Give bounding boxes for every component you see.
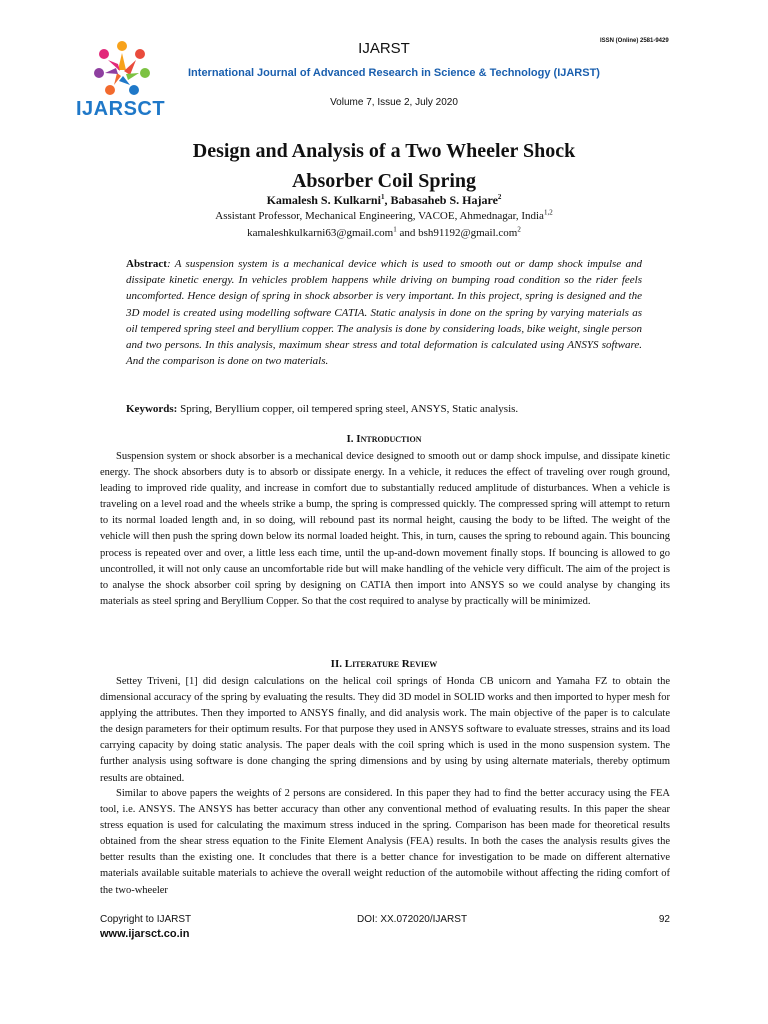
affiliation-sup: 1,2 (543, 208, 553, 217)
author-separator: , (384, 193, 391, 207)
page-number: 92 (658, 914, 670, 925)
section-heading-literature-review: II. Literature Review (330, 658, 438, 670)
literature-paragraph-2: Similar to above papers the weights of 2 persons are considered. In this paper they had to find the better accuracy using the FEA tool, i.e. ANSYS. The ANSYS has better accuracy than other any conventional method of evaluating results. In this paper the shear stress equation is used for calculating the maximum stress induced in the spring. Comparison has been made for theoretical results obtained from the shear stress equation to the Finite Element Analysis (FEA) results. In both the cases the analysis results gives the better results than the existing one. It concludes that there is a better chance for investigation to be made on different alternative materials available suitable materials to achieve the overall weight reduction of the automobile without affecting the riding comfort of the two-wheeler (100, 788, 670, 896)
issn: ISSN (Online) 2581-9429 (600, 38, 669, 44)
paper-title-line1: Design and Analysis of a Two Wheeler Shock (192, 140, 576, 162)
keywords (126, 403, 646, 415)
email-2[interactable]: bsh91192@gmail.com (418, 227, 518, 239)
author-2: Babasaheb S. Hajare (390, 193, 498, 207)
footer-copyright: Copyright to IJARST (100, 914, 192, 925)
paper-title (0, 136, 768, 196)
email-2-sup: 2 (517, 225, 521, 234)
paper-title-line2: Absorber Coil Spring (291, 170, 477, 192)
affiliation (0, 210, 768, 222)
volume-issue: Volume 7, Issue 2, July 2020 (330, 97, 458, 108)
affiliation-text: Assistant Professor, Mechanical Engineering, VACOE, Ahmednagar, India (215, 210, 544, 222)
email-1[interactable]: kamaleshkulkarni63@gmail.com (247, 227, 394, 239)
section-heading-introduction: I. Introduction (346, 433, 422, 445)
keywords-label: Keywords: (126, 403, 178, 415)
author-1: Kamalesh S. Kulkarni (266, 193, 381, 207)
abstract-text: : A suspension system is a mechanical device which is used to smooth out or damp shock impulse and dissipate kinetic energy. In vehicles problem happens while driving on bumping road condition so the rider feels uncomforted. Hence design of spring in shock absorber is very important. In this project, spring is designed and the 3D model is created using modelling software CATIA. Static analysis in done on the spring by varying materials as oil tempered spring steel and beryllium copper. The analysis is done by considering loads, bike weight, single person and two persons. In this analysis, maximum shear stress and total deformation is calculated using ANSYS software. And the comparison is done on two materials. (126, 258, 642, 368)
journal-name: International Journal of Advanced Research in Science & Technology (IJARST) (188, 67, 600, 79)
logo-text: IJARSCT (76, 98, 166, 120)
keywords-text: Spring, Beryllium copper, oil tempered spring steel, ANSYS, Static analysis. (177, 403, 519, 415)
literature-paragraph-1: Settey Triveni, [1] did design calculations on the helical coil springs of Honda CB unicorn and Yamaha FZ to obtain the dimensional accuracy of the spring by evaluating the results. They did 3D model in SOLID works and then imported to hyper mesh for applying the attributes. Then they imported to ANSYS finally, and did analysis work. The main objective of the paper is to calculate the design parameters for their optimum results. For that purpose they used in ANSYS software to evaluate stresses, strains and its load carrying capacity by doing static analysis. The paper deals with the coil spring which is used in the mono suspension system. The further analysis using software is done changing the spring dimensions and by using by using alternate materials, thereby optimum results are obtained. (100, 676, 670, 784)
emails (0, 227, 768, 239)
journal-abbreviation: IJARST (358, 40, 410, 57)
authors (0, 193, 768, 208)
author-2-sup: 2 (497, 193, 502, 201)
footer-url-link[interactable]: www.ijarsct.co.in (100, 928, 190, 940)
email-1-sup: 1 (393, 225, 397, 234)
email-separator: and (396, 227, 419, 239)
footer-doi: DOI: XX.072020/IJARST (357, 914, 468, 925)
abstract (126, 256, 642, 369)
abstract-label: Abstract (126, 258, 167, 270)
author-1-sup: 1 (380, 193, 385, 201)
introduction-paragraph: Suspension system or shock absorber is a mechanical device designed to smooth out or damp shock impulse, and dissipate kinetic energy. The shock absorbers duty is to absorb or dissipate energy. In a vehicle, it reduces the effect of traveling over rough ground, leading to improved ride quality, and increase in comfort due to substantially reduced amplitude of disturbances. When a vehicle is traveling on a level road and the wheels strike a bump, the spring is compressed quickly. The compressed spring will attempt to return to its normal loaded length and, in so doing, will rebound past its normal height, causing the body to be lifted. The weight of the vehicle will then push the spring down below its normal loaded height. This, in turn, causes the spring to rebound again. This bouncing process is repeated over and over, a little less each time, until the up-and-down movement finally stops. If bouncing is allowed to go uncontrolled, it will not only cause an uncomfortable ride but will make handling of the vehicle very difficult. The aim of the project is to analyse the shock absorber coil spring by designing on CATIA then import into ANSYS so we could analyse by changing its materials as steel spring and Beryllium Copper. So that the cost required to analyse by practically will be minimized. (100, 451, 670, 607)
